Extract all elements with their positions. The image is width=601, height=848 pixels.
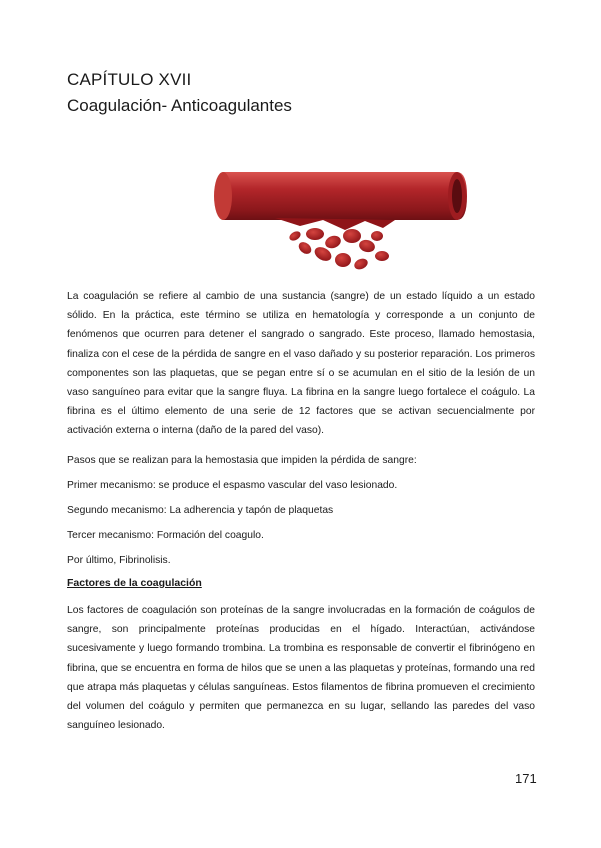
vessel-tear xyxy=(275,218,395,230)
page-number: 171 xyxy=(515,771,537,786)
blood-vessel-illustration xyxy=(205,166,475,278)
paragraph-coagulation-factors: Los factores de coagulación son proteínas de la sangre involucradas en la formación de coágulos de sangre, son principalmente proteínas producidas en el hígado. Interactúan, activándose sucesivamente y luego formando trombina. La trombina es responsable de convertir el fibrinógeno en fibrina, que se encuentra en forma de hilos que se unen a las plaquetas y proteínas, formando una red que atrapa más plaquetas y células sanguíneas. Estos filamentos de fibrina promueven el crecimiento del volumen del coágulo y permiten que permanezca en su lugar, sellando las paredes del vaso sanguíneo lesionado. xyxy=(67,605,535,732)
vessel-opening xyxy=(452,179,462,213)
paragraph-coagulation-intro: La coagulación se refiere al cambio de una sustancia (sangre) de un estado líquido a un estado sólido. En la práctica, este término se utiliza en hematología y corresponde a un conjunto de fenómenos que ocurren para detener el sangrado o sangrado. Este proceso, llamado hemostasia, finaliza con el cese de la pérdida de sangre en el vaso dañado y su posterior reparación. Los primeros componentes son las plaquetas, que se pegan entre sí o se acumulan en el sitio de la lesión de un vaso sanguíneo para evitar que la sangre fluya. La fibrina en la sangre luego fortalece el coágulo. La fibrina es el último elemento de una serie de 12 factores que se activan secuencialmente por activación externa o interna (daño de la pared del vaso). xyxy=(67,291,535,437)
step-item: Segundo mecanismo: La adherencia y tapón de plaquetas xyxy=(67,505,334,516)
chapter-label: CAPÍTULO XVII xyxy=(67,70,192,89)
step-item: Por último, Fibrinolisis. xyxy=(67,555,171,566)
vessel-tube xyxy=(223,172,467,220)
section-heading: Factores de la coagulación xyxy=(67,577,202,589)
step-item: Tercer mecanismo: Formación del coagulo. xyxy=(67,530,264,541)
vessel-end-left xyxy=(214,172,232,220)
page-title: Coagulación- Anticoagulantes xyxy=(67,96,292,115)
steps-intro: Pasos que se realizan para la hemostasia que impiden la pérdida de sangre: xyxy=(67,455,417,466)
blood-cells xyxy=(288,228,389,271)
step-item: Primer mecanismo: se produce el espasmo vascular del vaso lesionado. xyxy=(67,480,398,491)
